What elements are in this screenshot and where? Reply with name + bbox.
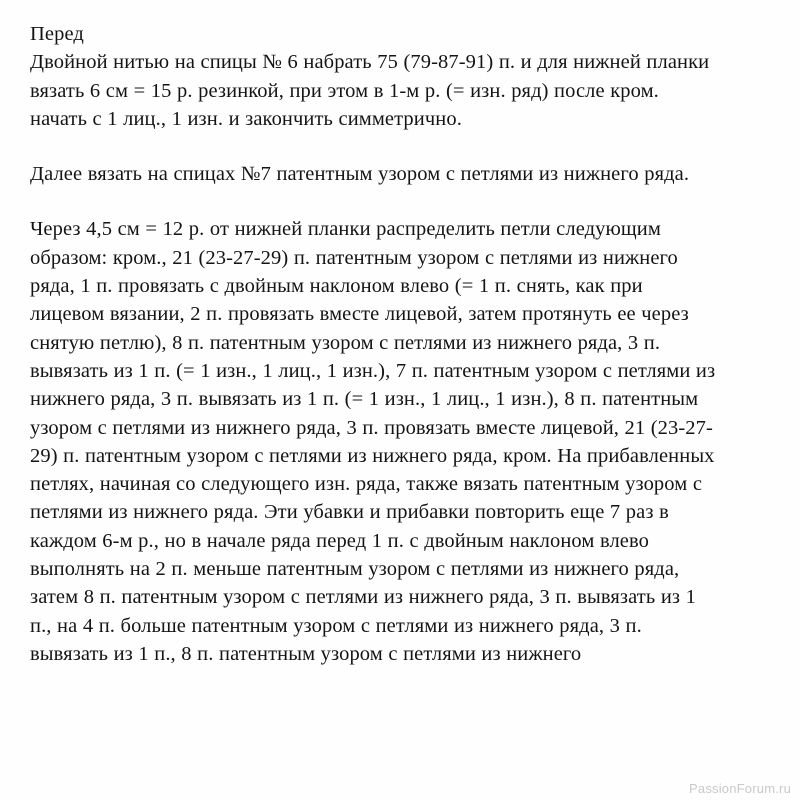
paragraph-stitch-distribution: Через 4,5 см = 12 р. от нижней планки распределить петли следующим образом: кром., 21 (23-27-29) п. патентным узором с петлями из нижнего ряда, 1 п. провязать с двойным наклоном влево (= 1 п. снять, как при лицевом вязании, 2 п. провязать вместе лицевой, затем протянуть ее через снятую петлю), 8 п. патентным узором с петлями из нижнего ряда, 3 п. вывязать из 1 п. (= 1 изн., 1 лиц., 1 изн.), 7 п. патентным узором с петлями из нижнего ряда, 3 п. вывязать из 1 п. (= 1 изн., 1 лиц., 1 изн.), 8 п. патентным узором с петлями из нижнего ряда, 3 п. провязать вместе лицевой, 21 (23-27-29) п. патентным узором с петлями из нижнего ряда, кром. На прибавленных петлях, начиная со следующего изн. ряда, также вязать патентным узором с петлями из нижнего ряда. Эти убавки и прибавки повторить еще 7 раз в каждом 6-м р., но в начале ряда перед 1 п. с двойным наклоном влево выполнять на 2 п. меньше патентным узором с петлями из нижнего ряда, затем 8 п. патентным узором с петлями из нижнего ряда, 3 п. вывязать из 1 п., на 4 п. больше патентным узором с петлями из нижнего ряда, 3 п. вывязать из 1 п., 8 п. патентным узором с петлями из нижнего [30,218,721,665]
paragraph-cast-on-instructions: Двойной нитью на спицы № 6 набрать 75 (79-87-91) п. и для нижней планки вязать 6 см = 15 р. резинкой, при этом в 1-м р. (= изн. ряд) после кром. начать с 1 лиц., 1 изн. и закончить симметрично. [30,51,715,130]
paragraph-needle-size-note: Далее вязать на спицах №7 патентным узором с петлями из нижнего ряда. [30,163,690,186]
site-watermark: PassionForum.ru [689,781,791,796]
document-text-body [30,20,720,668]
section-heading-front: Перед [30,23,84,45]
